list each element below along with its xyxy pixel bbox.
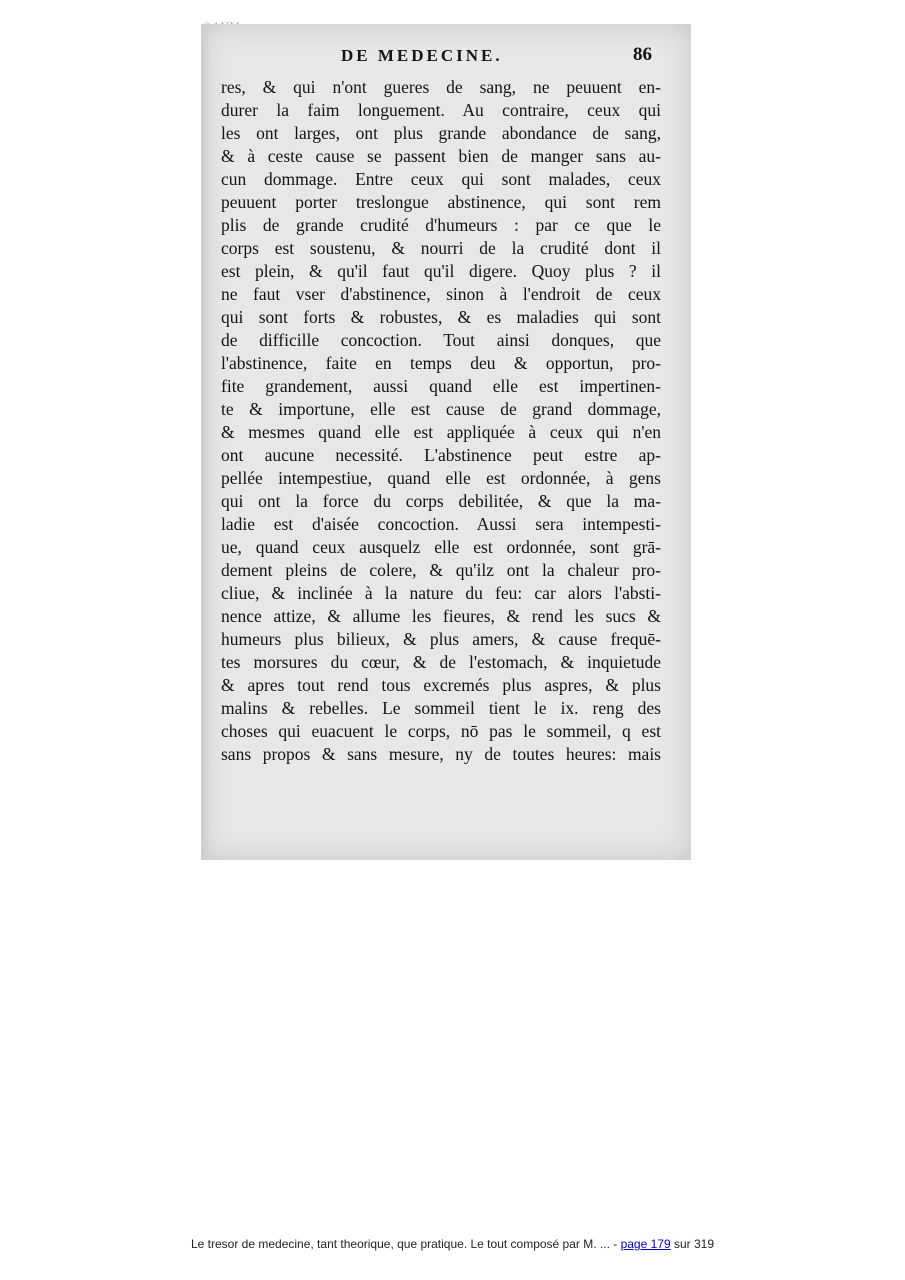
text-line: durer la faim longuement. Au contraire, ceux qui (221, 100, 661, 120)
book-title-text: Le tresor de medecine, tant theorique, que pratique. Le tout composé par M. ... - (190, 1237, 621, 1251)
text-line: fite grandement, aussi quand elle est impertinen- (221, 376, 661, 396)
text-line: malins & rebelles. Le sommeil tient le ix. reng des (221, 698, 661, 718)
page-link[interactable]: page 179 (620, 1237, 671, 1251)
page-body-text (221, 76, 661, 766)
text-line: l'abstinence, faite en temps deu & opportun, pro- (221, 353, 661, 373)
text-line: nence attize, & allume les fieures, & rend les sucs & (221, 606, 661, 626)
text-line: ne faut vser d'abstinence, sinon à l'endroit de ceux (221, 284, 661, 304)
text-line: est plein, & qu'il faut qu'il digere. Quoy plus ? il (221, 261, 661, 281)
text-line: cun dommage. Entre ceux qui sont malades, ceux (221, 169, 661, 189)
text-line: tes morsures du cœur, & de l'estomach, & inquietude (221, 652, 661, 672)
scanned-page (201, 24, 691, 860)
text-line: sans propos & sans mesure, ny de toutes heures: mais (221, 744, 661, 764)
text-line: les ont larges, ont plus grande abondance de sang, (221, 123, 661, 143)
text-line: choses qui euacuent le corps, nō pas le sommeil, q est (221, 721, 661, 741)
text-line: qui sont forts & robustes, & es maladies qui sont (221, 307, 661, 327)
text-line: peuuent porter treslongue abstinence, qui sont rem (221, 192, 661, 212)
page-number: 86 (633, 44, 652, 65)
text-line: res, & qui n'ont gueres de sang, ne peuuent en- (221, 77, 661, 97)
text-line: & mesmes quand elle est appliquée à ceux qui n'en (221, 422, 661, 442)
text-line: & à ceste cause se passent bien de manger sans au- (221, 146, 661, 166)
text-line: pellée intempestiue, quand elle est ordonnée, à gens (221, 468, 661, 488)
text-line: cliue, & inclinée à la nature du feu: car alors l'absti- (221, 583, 661, 603)
text-line: te & importune, elle est cause de grand dommage, (221, 399, 661, 419)
text-line: qui ont la force du corps debilitée, & que la ma- (221, 491, 661, 511)
footer-caption (0, 1237, 905, 1251)
page-count-text: sur 319 (670, 1237, 714, 1251)
text-line: ladie est d'aisée concoction. Aussi sera intempesti- (221, 514, 661, 534)
text-line: de difficille concoction. Tout ainsi donques, que (221, 330, 661, 350)
text-line: corps est soustenu, & nourri de la crudité dont il (221, 238, 661, 258)
running-head: DE MEDECINE. (341, 46, 503, 65)
text-line: ont aucune necessité. L'abstinence peut estre ap- (221, 445, 661, 465)
text-line: & apres tout rend tous excremés plus aspres, & plus (221, 675, 661, 695)
text-line: ue, quand ceux ausquelz elle est ordonnée, sont grā- (221, 537, 661, 557)
text-line: dement pleins de colere, & qu'ilz ont la chaleur pro- (221, 560, 661, 580)
text-line: humeurs plus bilieux, & plus amers, & cause frequē- (221, 629, 661, 649)
text-line: plis de grande crudité d'humeurs : par ce que le (221, 215, 661, 235)
